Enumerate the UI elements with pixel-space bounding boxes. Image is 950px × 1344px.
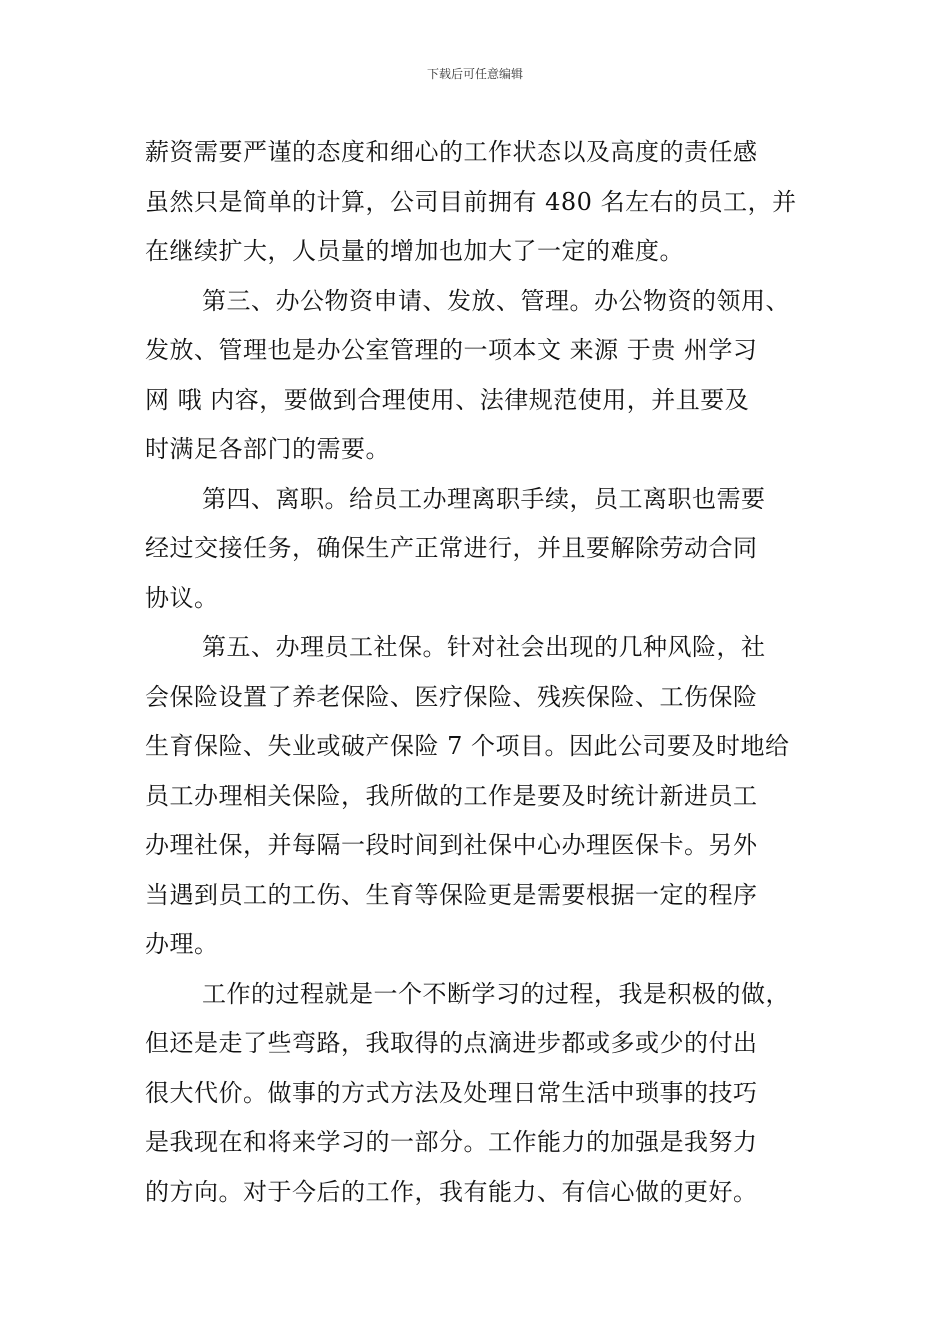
paragraph-start-line: 工作的过程就是一个不断学习的过程，我是积极的做， <box>202 979 790 1008</box>
text-line: 的方向。对于今后的工作，我有能力、有信心做的更好。 <box>145 1177 758 1206</box>
text-line: 在继续扩大，人员量的增加也加大了一定的难度。 <box>145 237 684 265</box>
text-line: 发放、管理也是办公室管理的一项本文 来源 于贵 州学习 <box>145 336 758 364</box>
text-line: 很大代价。做事的方式方法及处理日常生活中琐事的技巧 <box>145 1078 758 1107</box>
text-line: 办理。 <box>145 930 219 958</box>
text-line: 当遇到员工的工伤、生育等保险更是需要根据一定的程序 <box>145 880 758 909</box>
document-body <box>145 128 835 1217</box>
paragraph-start-line: 第四、离职。给员工办理离职手续，员工离职也需要 <box>202 484 766 513</box>
text-line: 虽然只是简单的计算，公司目前拥有 480 名左右的员工，并 <box>145 187 797 216</box>
text-line: 是我现在和将来学习的一部分。工作能力的加强是我努力 <box>145 1128 758 1156</box>
text-line: 经过交接任务，确保生产正常进行，并且要解除劳动合同 <box>145 534 758 562</box>
text-line: 但还是走了些弯路，我取得的点滴进步都或多或少的付出 <box>145 1029 758 1057</box>
text-line: 员工办理相关保险，我所做的工作是要及时统计新进员工 <box>145 781 758 810</box>
paragraph-start-line: 第三、办公物资申请、发放、管理。办公物资的领用、 <box>202 286 790 315</box>
paragraph-start-line: 第五、办理员工社保。针对社会出现的几种风险，社 <box>202 633 766 661</box>
text-line: 网 哦 内容，要做到合理使用、法律规范使用，并且要及 <box>145 385 750 414</box>
text-line: 办理社保，并每隔一段时间到社保中心办理医保卡。另外 <box>145 831 758 859</box>
text-line: 薪资需要严谨的态度和细心的工作状态以及高度的责任感 <box>145 138 758 166</box>
text-line: 生育保险、失业或破产保险 7 个项目。因此公司要及时地给 <box>145 732 790 760</box>
text-line: 会保险设置了养老保险、医疗保险、残疾保险、工伤保险 <box>145 682 758 711</box>
text-line: 协议。 <box>145 583 219 612</box>
page-header: 下载后可任意编辑 <box>426 67 523 81</box>
text-line: 时满足各部门的需要。 <box>145 435 390 463</box>
